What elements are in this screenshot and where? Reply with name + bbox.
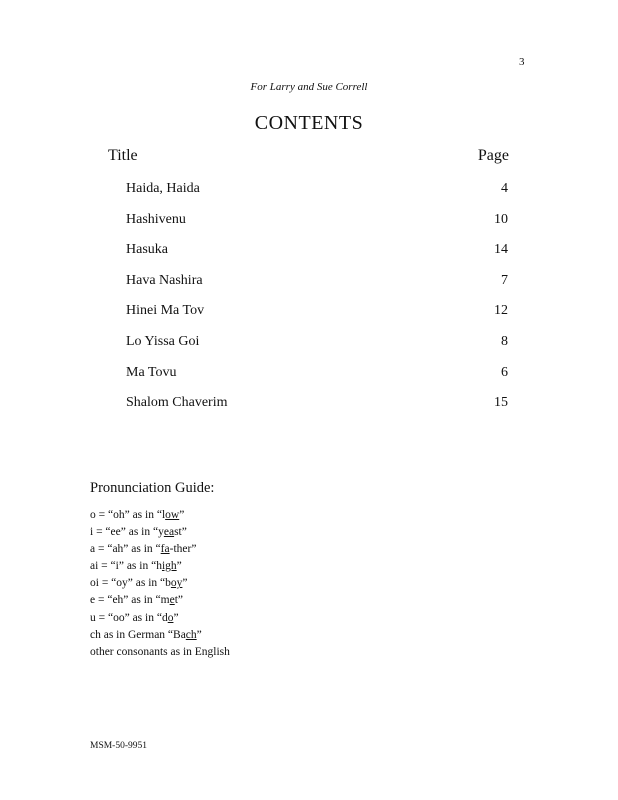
toc-entry — [0, 392, 618, 423]
toc-entry-title: Haida, Haida — [126, 181, 200, 196]
toc-entry-page: 7 — [501, 272, 508, 288]
underlined-sound: fa — [160, 543, 170, 556]
toc-entry-page: 10 — [494, 211, 508, 227]
pronunciation-guide-list — [90, 507, 230, 661]
pronunciation-line: u = “oo” as in “do” — [90, 611, 179, 624]
underlined-sound: e — [169, 594, 175, 607]
toc-entry-page: 15 — [494, 395, 508, 411]
toc-entry-page: 8 — [501, 333, 508, 349]
toc-entry — [0, 209, 618, 240]
underlined-sound: ow — [165, 509, 180, 521]
underlined-sound: o — [167, 611, 174, 624]
dedication: For Larry and Sue Correll — [250, 81, 368, 93]
underlined-sound: oy — [170, 577, 183, 590]
pronunciation-line: o = “oh” as in “low” — [90, 509, 185, 521]
toc-entry-title: Hashivenu — [126, 211, 186, 227]
underlined-sound: igh — [161, 560, 177, 573]
toc-entry-page: 14 — [494, 242, 508, 258]
toc-entry — [0, 362, 618, 393]
underlined-sound: ch — [185, 628, 197, 641]
page-number: 3 — [519, 56, 525, 68]
toc-entry-title: Shalom Chaverim — [126, 395, 228, 411]
pronunciation-line: oi = “oy” as in “boy” — [90, 577, 188, 590]
pronunciation-line: e = “eh” as in “met” — [90, 594, 184, 607]
toc-entry-title: Hasuka — [126, 242, 168, 258]
table-of-contents — [0, 178, 618, 423]
toc-entry-title: Ma Tovu — [126, 364, 177, 380]
toc-entry-title: Lo Yissa Goi — [126, 333, 200, 349]
toc-entry — [0, 178, 618, 209]
toc-entry — [0, 300, 618, 331]
pronunciation-line: a = “ah” as in “fa-ther” — [90, 543, 197, 556]
pronunciation-guide-heading: Pronunciation Guide: — [90, 480, 215, 496]
toc-entry — [0, 270, 618, 301]
underlined-sound: ea — [163, 526, 175, 539]
toc-entry-page: 12 — [494, 303, 508, 319]
catalog-code: MSM-50-9951 — [90, 741, 148, 751]
toc-entry — [0, 331, 618, 362]
toc-entry — [0, 239, 618, 270]
contents-heading: CONTENTS — [254, 112, 364, 134]
pronunciation-line: ai = “i” as in “high” — [90, 560, 182, 573]
column-header-page: Page — [477, 147, 509, 164]
toc-entry-page: 4 — [501, 181, 508, 196]
toc-entry-page: 6 — [501, 364, 508, 380]
pronunciation-line: ch as in German “Bach” — [90, 628, 202, 641]
toc-entry-title: Hava Nashira — [126, 272, 203, 288]
column-header-title: Title — [108, 147, 138, 164]
pronunciation-line: i = “ee” as in “yeast” — [90, 526, 187, 539]
pronunciation-line: other consonants as in English — [90, 645, 230, 658]
toc-entry-title: Hinei Ma Tov — [126, 303, 205, 319]
